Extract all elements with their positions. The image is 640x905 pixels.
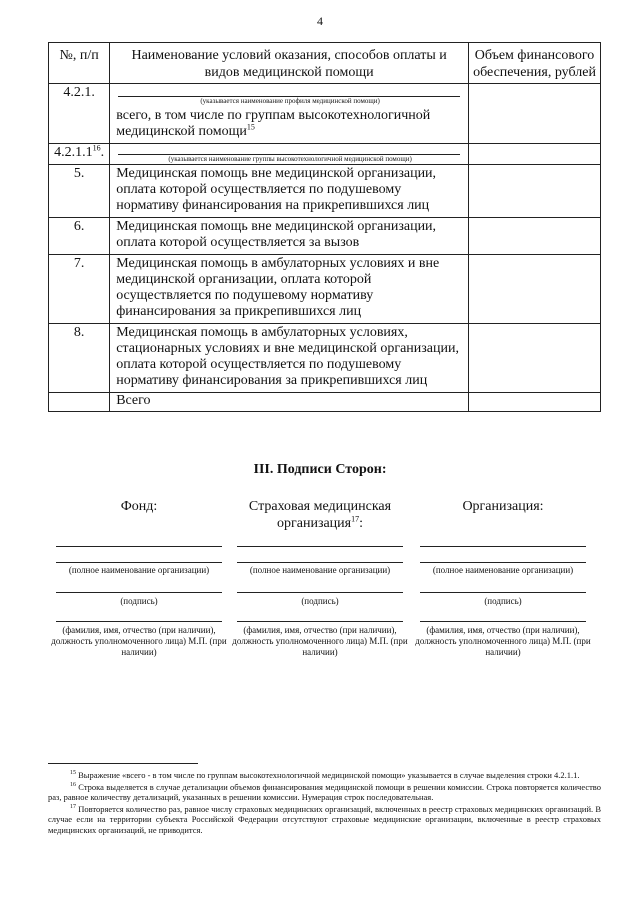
row-num: 4.2.1. bbox=[49, 84, 110, 144]
page-number: 4 bbox=[317, 14, 323, 28]
table-row bbox=[49, 218, 601, 255]
row-volume[interactable] bbox=[469, 324, 601, 393]
row-num: 7. bbox=[49, 255, 110, 324]
person-line[interactable] bbox=[237, 621, 403, 622]
total-volume[interactable] bbox=[469, 393, 601, 412]
signature-hint: (подпись) bbox=[484, 596, 522, 606]
row-volume[interactable] bbox=[469, 218, 601, 255]
table-row bbox=[49, 84, 601, 144]
row-name: Медицинская помощь вне медицинской организации, оплата которой осуществляется за вызов bbox=[110, 218, 469, 255]
footnote: $^{16}$ Строка выделяется в случае детализации объемов финансирования медицинской помощи в решении комиссии. Строка повторяется количество раз, равное количеству детализаций, указанных в решении комиссии. Нумерация строк последовательная. bbox=[48, 781, 602, 802]
party-name: Организация: bbox=[462, 499, 544, 514]
table-total-row bbox=[49, 393, 601, 412]
row-num bbox=[49, 393, 110, 412]
header-num: №, п/п bbox=[49, 43, 110, 84]
row-volume[interactable] bbox=[469, 255, 601, 324]
table-header-row bbox=[49, 43, 601, 84]
row-text: всего, в том числе по группам высокотехнологичной медицинской помощи bbox=[116, 108, 431, 139]
person-hint: (фамилия, имя, отчество (при наличии), должность уполномоченного лица) М.П. (при наличии) bbox=[415, 625, 591, 657]
table-row bbox=[49, 144, 601, 165]
row-num: 5. bbox=[49, 165, 110, 218]
signature-block-insurer bbox=[232, 498, 408, 657]
row-volume[interactable] bbox=[469, 84, 601, 144]
total-label: Всего bbox=[110, 393, 469, 412]
org-name-line[interactable] bbox=[237, 562, 403, 563]
fill-line[interactable] bbox=[118, 84, 460, 97]
footnote-ref: 17 bbox=[351, 514, 360, 524]
org-name-line[interactable] bbox=[420, 546, 586, 547]
org-name-line[interactable] bbox=[420, 562, 586, 563]
signature-hint: (подпись) bbox=[301, 596, 339, 606]
signatures-title: III. Подписи Сторон: bbox=[253, 462, 387, 477]
party-name: Страховая медицинская организация$^{17}$: bbox=[248, 499, 392, 531]
row-name bbox=[110, 84, 469, 144]
org-name-hint: (полное наименование организации) bbox=[432, 565, 574, 575]
person-hint: (фамилия, имя, отчество (при наличии), должность уполномоченного лица) М.П. (при наличии) bbox=[232, 625, 408, 657]
row-volume[interactable] bbox=[469, 144, 601, 165]
footnote-divider bbox=[48, 763, 198, 764]
row-num: 8. bbox=[49, 324, 110, 393]
person-line[interactable] bbox=[56, 621, 222, 622]
footnotes bbox=[48, 770, 601, 836]
signature-block-organization bbox=[415, 498, 591, 657]
footnote: $^{15}$ Выражение «всего - в том числе по группам высокотехнологичной медицинской помощи» указывается в случае выделения строки 4.2.1.1. bbox=[70, 770, 580, 780]
financing-table bbox=[48, 42, 601, 412]
row-name: Медицинская помощь в амбулаторных условиях и вне медицинской организации, оплата которой осуществляется по подушевому нормативу финансирования за прикрепившихся лиц bbox=[110, 255, 469, 324]
hint-text: (указывается наименование группы высокотехнологичной медицинской помощи) bbox=[168, 155, 412, 163]
hint-text: (указывается наименование профиля медицинской помощи) bbox=[200, 97, 380, 105]
signature-hint: (подпись) bbox=[120, 596, 158, 606]
party-name: Фонд: bbox=[120, 499, 158, 514]
table-row bbox=[49, 165, 601, 218]
org-name-hint: (полное наименование организации) bbox=[249, 565, 391, 575]
signature-line[interactable] bbox=[237, 592, 403, 593]
signature-line[interactable] bbox=[56, 592, 222, 593]
fill-line[interactable] bbox=[118, 144, 460, 155]
row-name bbox=[110, 144, 469, 165]
row-num: 6. bbox=[49, 218, 110, 255]
header-name: Наименование условий оказания, способов оплаты и видов медицинской помощи bbox=[110, 43, 469, 84]
row-num: 4.2.1.1$^{16}$. bbox=[49, 144, 110, 165]
person-line[interactable] bbox=[420, 621, 586, 622]
org-name-line[interactable] bbox=[56, 546, 222, 547]
footnote: $^{17}$ Повторяется количество раз, равное числу страховых медицинских организаций, включенных в реестр страховых медицинских организаций. В случае если на территории субъекта Российской Федерации отсутствуют страховые медицинские организации, включенные в реестр страховых медицинских организаций, не приводится. bbox=[48, 803, 601, 835]
row-name: Медицинская помощь вне медицинской организации, оплата которой осуществляется по подушевому нормативу финансирования на прикрепившихся лиц bbox=[110, 165, 469, 218]
signature-block-fund bbox=[51, 498, 227, 657]
header-volume: Объем финансового обеспечения, рублей bbox=[469, 43, 601, 84]
row-name: Медицинская помощь в амбулаторных условиях, стационарных условиях и вне медицинской организации, оплата которой осуществляется по подушевому нормативу финансирования за прикрепившихся лиц bbox=[110, 324, 469, 393]
org-name-line[interactable] bbox=[237, 546, 403, 547]
signature-line[interactable] bbox=[420, 592, 586, 593]
table-row bbox=[49, 324, 601, 393]
table-row bbox=[49, 255, 601, 324]
footnote-ref: 15 bbox=[246, 122, 255, 132]
org-name-hint: (полное наименование организации) bbox=[68, 565, 210, 575]
row-volume[interactable] bbox=[469, 165, 601, 218]
org-name-line[interactable] bbox=[56, 562, 222, 563]
person-hint: (фамилия, имя, отчество (при наличии), должность уполномоченного лица) М.П. (при наличии) bbox=[51, 625, 227, 657]
